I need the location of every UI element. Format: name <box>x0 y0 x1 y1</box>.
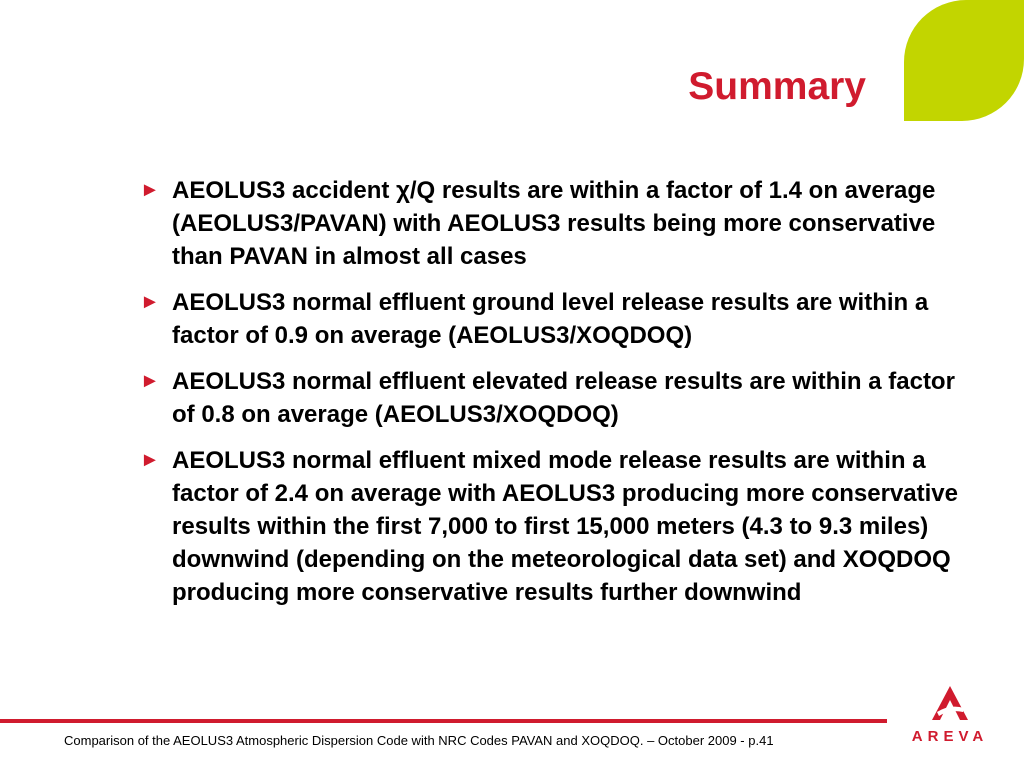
bullet-item-2 <box>140 286 980 352</box>
bullet-item-4 <box>140 444 980 609</box>
slide-title: Summary <box>688 65 866 108</box>
footer-divider <box>0 719 887 723</box>
footer-text: Comparison of the AEOLUS3 Atmospheric Dispersion Code with NRC Codes PAVAN and XOQDOQ. – October 2009 - p.41 <box>64 733 774 748</box>
triangle-right-icon: ► <box>140 370 160 392</box>
triangle-right-icon: ► <box>140 179 160 201</box>
corner-decoration <box>904 0 1024 121</box>
bullet-text-1: AEOLUS3 accident χ/Q results are within a factor of 1.4 on average (AEOLUS3/PAVAN) with AEOLUS3 results being more conservative than PAVAN in almost all cases <box>172 177 936 270</box>
areva-logo <box>900 686 1000 750</box>
triangle-right-icon: ► <box>140 291 160 313</box>
areva-a-icon <box>932 686 968 720</box>
bullet-text-4: AEOLUS3 normal effluent mixed mode release results are within a factor of 2.4 on average with AEOLUS3 producing more conservative results within the first 7,000 to first 15,000 meters (4.3 to 9.3 miles) downwind (depending on the meteorological data set) and XOQDOQ producing more conservative results further downwind <box>172 447 958 606</box>
triangle-right-icon: ► <box>140 449 160 471</box>
logo-wordmark: AREVA <box>911 728 989 745</box>
bullet-text-3: AEOLUS3 normal effluent elevated release results are within a factor of 0.8 on average (AEOLUS3/XOQDOQ) <box>172 368 955 428</box>
bullet-item-1 <box>140 174 980 273</box>
bullet-item-3 <box>140 365 980 431</box>
bullet-text-2: AEOLUS3 normal effluent ground level release results are within a factor of 0.9 on average (AEOLUS3/XOQDOQ) <box>172 289 929 349</box>
bullet-list <box>140 174 980 622</box>
